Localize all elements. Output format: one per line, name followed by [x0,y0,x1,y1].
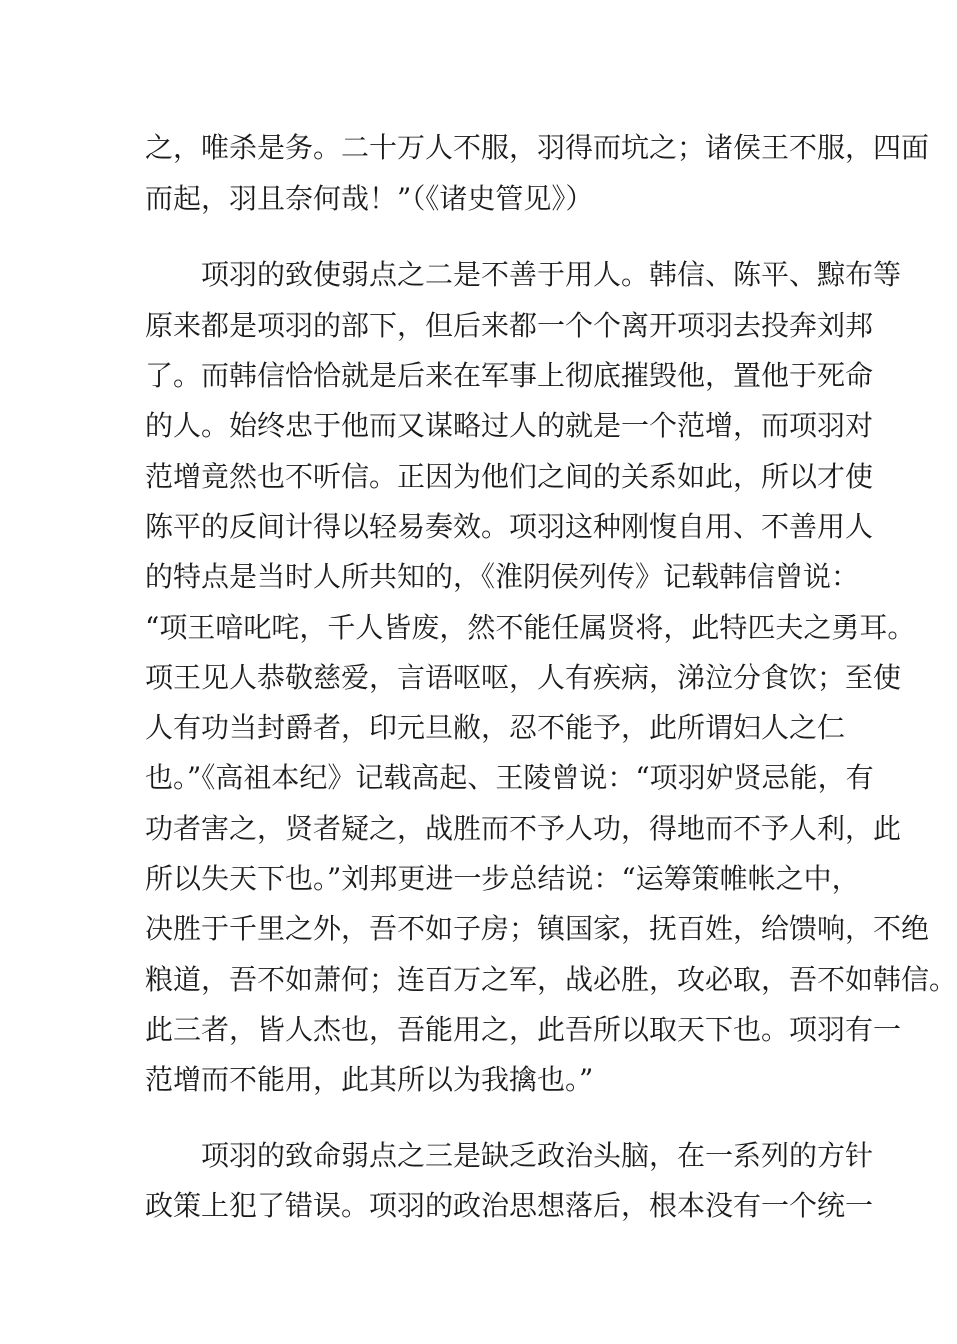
text-line: 而起，羽且奈何哉！”（《诸史管见》） [145,182,594,215]
text-line: 的特点是当时人所共知的，《淮阴侯列传》记载韩信曾说： [145,560,860,593]
text-line: 所以失天下也。”刘邦更进一步总结说：“运筹策帷帐之中， [145,862,860,895]
text-line: 此三者，皆人杰也，吾能用之，此吾所以取天下也。项羽有一 [145,1013,902,1046]
text-line: 也。”《高祖本纪》记载高起、王陵曾说：“项羽妒贤忌能，有 [145,761,874,794]
text-line: 范增而不能用，此其所以为我擒也。” [145,1063,594,1096]
text-line: “项王喑叱咤，千人皆废，然不能任属贤将，此特匹夫之勇耳。 [145,611,916,644]
text-line: 的人。始终忠于他而又谋略过人的就是一个范增，而项羽对 [145,409,874,442]
paragraph-first-line: 项羽的致使弱点之二是不善于用人。韩信、陈平、黥布等 [201,258,902,291]
text-line: 范增竟然也不听信。正因为他们之间的关系如此，所以才使 [145,460,874,493]
text-line: 了。而韩信恰恰就是后来在军事上彻底摧毁他，置他于死命 [145,359,874,392]
text-line: 政策上犯了错误。项羽的政治思想落后，根本没有一个统一 [145,1189,874,1222]
text-line: 人有功当封爵者，印元旦敝，忍不能予，此所谓妇人之仁 [145,711,846,744]
text-line: 粮道，吾不如萧何；连百万之军，战必胜，攻必取，吾不如韩信。 [145,963,957,996]
text-line: 决胜于千里之外，吾不如子房；镇国家，抚百姓，给馈响，不绝 [145,912,930,945]
text-line: 原来都是项羽的部下，但后来都一个个离开项羽去投奔刘邦 [145,309,874,342]
paragraph-first-line: 项羽的致命弱点之三是缺乏政治头脑，在一系列的方针 [201,1139,874,1172]
text-line: 项王见人恭敬慈爱，言语呕呕，人有疾病，涕泣分食饮；至使 [145,661,902,694]
text-line: 陈平的反间计得以轻易奏效。项羽这种刚愎自用、不善用人 [145,510,874,543]
text-line: 功者害之，贤者疑之，战胜而不予人功，得地而不予人利，此 [145,812,902,845]
text-line: 之，唯杀是务。二十万人不服，羽得而坑之；诸侯王不服，四面 [145,131,930,164]
